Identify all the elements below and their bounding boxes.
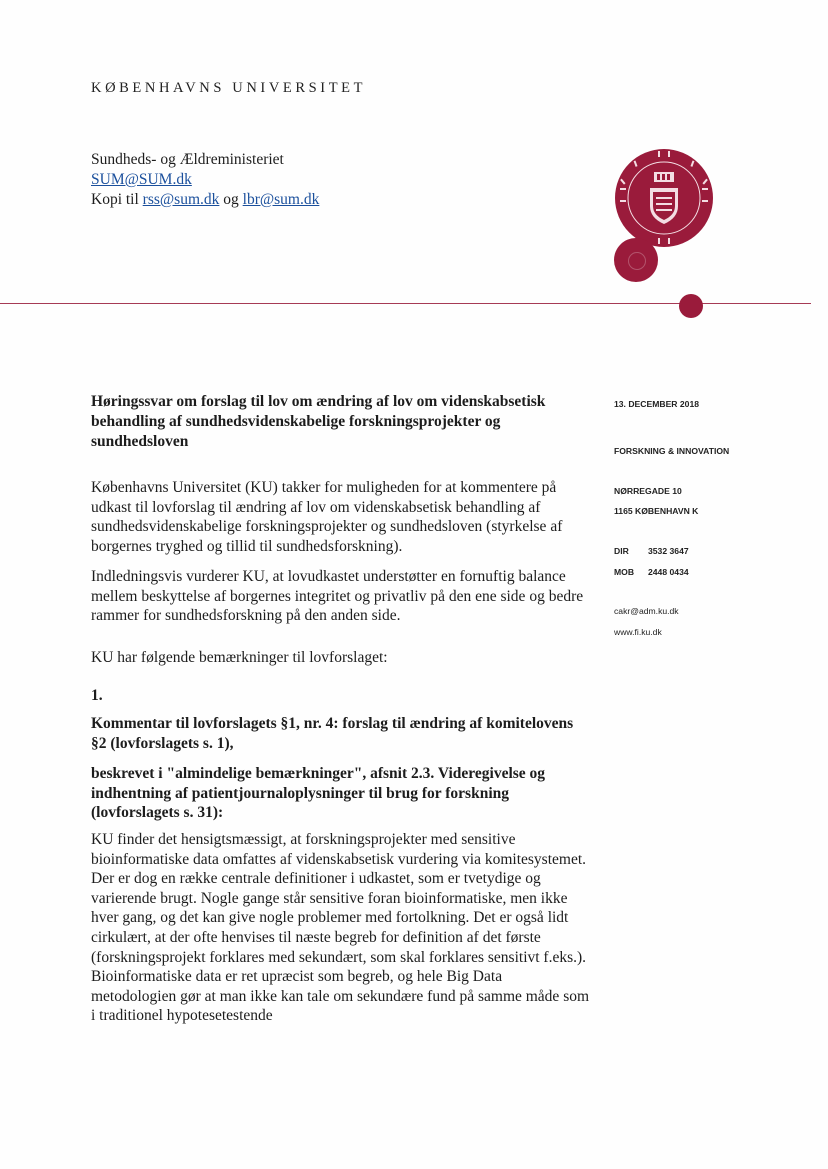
paragraph-2: Indledningsvis vurderer KU, at lovudkastet understøtter en fornuftig balance mellem beskyttelse af borgernes integritet og privatliv på den ene side og bedre rammer for sundhedsforskning på den anden side. (91, 568, 584, 625)
paragraph-intro (91, 478, 591, 556)
copy-prefix: Kopi til (91, 191, 139, 208)
section-heading-1: Kommentar til lovforslagets §1, nr. 4: forslag til ændring af komitelovens §2 (lovforslagets s. 1), (91, 715, 574, 752)
phone-mob-label: MOB (614, 567, 635, 577)
phone-mob-value: 2448 0434 (648, 567, 689, 577)
brand-dot-small (679, 294, 703, 318)
section-heading-2: beskrevet i "almindelige bemærkninger", afsnit 2.3. Videregivelse og indhentning af patientjournaloplysninger til brug for forskning (lovforslagets s. 31): (91, 765, 546, 822)
copy-email-link-1[interactable]: rss@sum.dk (142, 191, 220, 208)
university-name: KØBENHAVNS UNIVERSITET (91, 80, 367, 96)
contact-website[interactable]: www.fi.ku.dk (614, 627, 662, 637)
copy-join: og (223, 191, 239, 208)
department: FORSKNING & INNOVATION (614, 446, 730, 456)
letter-title: Høringssvar om forslag til lov om ændring af lov om videnskabsetisk behandling af sundhedsvidenskabelige forskningsprojekter og sundhedsloven (91, 393, 546, 450)
phone-dir-value: 3532 3647 (648, 546, 689, 556)
address-city: 1165 KØBENHAVN K (614, 506, 699, 516)
university-seal-logo (614, 148, 714, 248)
paragraph-4: KU finder det hensigtsmæssigt, at forskningsprojekter med sensitive bioinformatiske data omfattes af videnskabsetisk vurdering via komitesystemet. Der er dog en række centrale definitioner i udkastet, som er tvetydige og varierende brugt. Nogle gange står sensitive foran bioinformatiske, men ikke hver gang, og det kan give nogle problemer med fortolkning. Det er også lidt cirkulært, at der ofte henvises til næste begreb for definition af det første (forskningsprojekt forklares med sekundært, som skal forklares sensitivt f.eks.). Bioinformatiske data er ret upræcist som begreb, og hele Big Data metodologien gør at man ikke kan tale om sekundære fund på samme måde som i traditionel hypotesetestende (91, 831, 590, 1025)
recipient-name: Sundheds- og Ældreministeriet (91, 151, 284, 168)
paragraph-remarks (91, 648, 591, 668)
letter-date: 13. DECEMBER 2018 (614, 399, 700, 409)
contact-email[interactable]: cakr@adm.ku.dk (614, 606, 679, 616)
copy-email-link-2[interactable]: lbr@sum.dk (242, 191, 320, 208)
section-number: 1. (91, 687, 103, 704)
phone-dir-label: DIR (614, 546, 629, 556)
address-street: NØRREGADE 10 (614, 486, 682, 496)
brand-dot-large (614, 238, 658, 282)
recipient-email-link[interactable]: SUM@SUM.dk (91, 171, 192, 188)
paragraph-balance (91, 567, 591, 626)
paragraph-3: KU har følgende bemærkninger til lovforslaget: (91, 649, 388, 666)
paragraph-1: Københavns Universitet (KU) takker for muligheden for at kommentere på udkast til lovforslag til ændring af lov om videnskabsetisk behandling af sundhedsvidenskabelige forskningsprojekter og sundhedsloven (styrkelse af borgernes tryghed og tillid til sundhedsforskning). (91, 479, 563, 555)
recipient-block (91, 150, 319, 210)
copy-line (91, 190, 319, 210)
